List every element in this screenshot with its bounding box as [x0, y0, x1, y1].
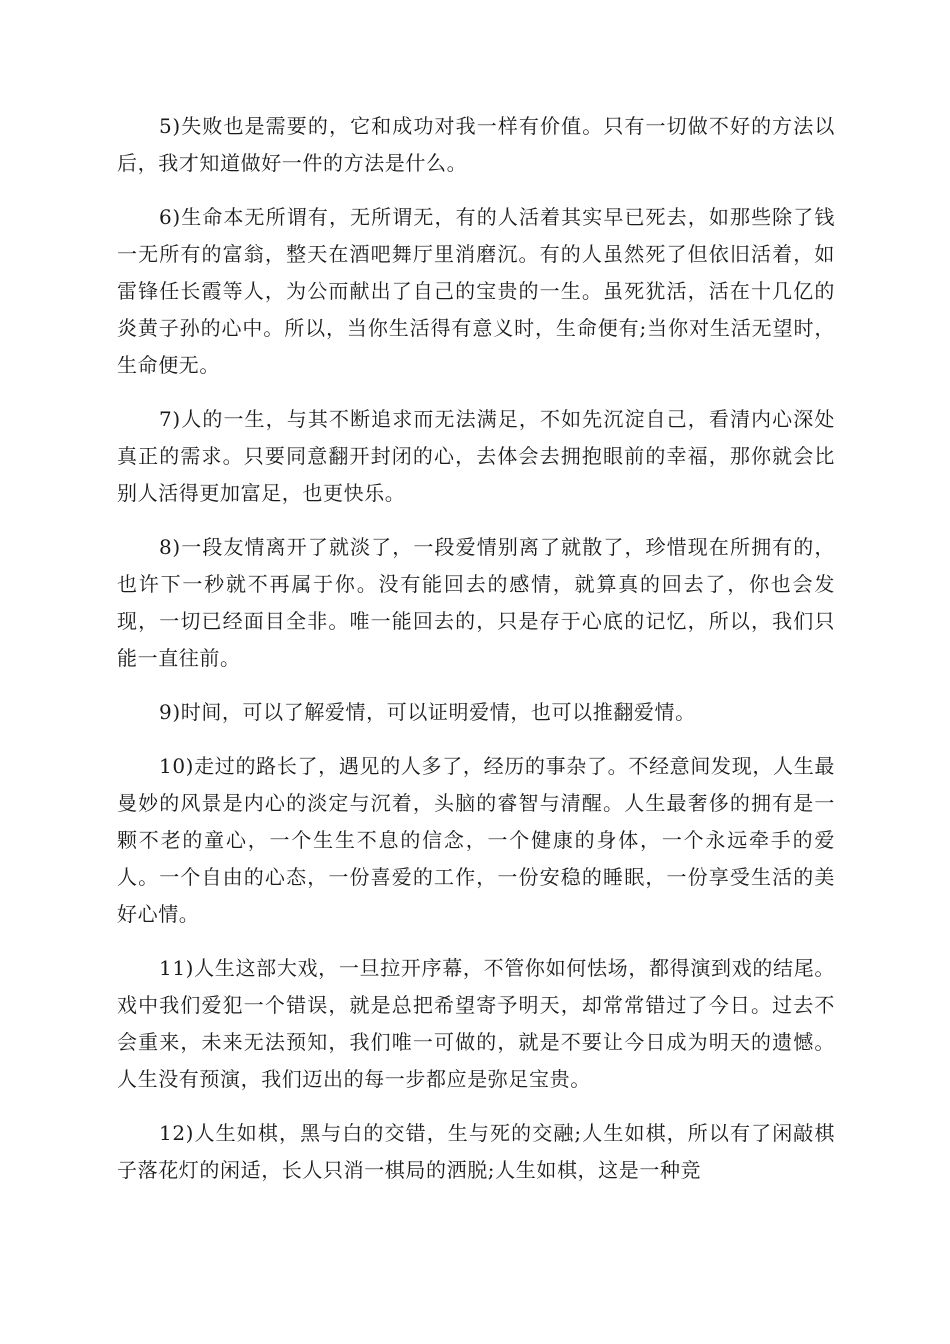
paragraph-8: 8)一段友情离开了就淡了，一段爱情别离了就散了，珍惜现在所拥有的，也许下一秒就不再属于你。没有能回去的感情，就算真的回去了，你也会发现，一切已经面目全非。唯一能回去的，只是存于心底的记忆，所以，我们只能一直往前。	[117, 535, 835, 670]
paragraph-12: 12)人生如棋，黑与白的交错，生与死的交融;人生如棋，所以有了闲敲棋子落花灯的闲适，长人只消一棋局的洒脱;人生如棋，这是一种竞	[117, 1121, 835, 1182]
paragraph-11: 11)人生这部大戏，一旦拉开序幕，不管你如何怯场，都得演到戏的结尾。戏中我们爱犯一个错误，就是总把希望寄予明天，却常常错过了今日。过去不会重来，未来无法预知，我们唯一可做的，就是不要让今日成为明天的遗憾。人生没有预演，我们迈出的每一步都应是弥足宝贵。	[117, 956, 835, 1091]
paragraph-9: 9)时间，可以了解爱情，可以证明爱情，也可以推翻爱情。	[159, 700, 696, 724]
paragraph-10: 10)走过的路长了，遇见的人多了，经历的事杂了。不经意间发现，人生最曼妙的风景是内心的淡定与沉着，头脑的睿智与清醒。人生最奢侈的拥有是一颗不老的童心，一个生生不息的信念，一个健康的身体，一个永远牵手的爱人。一个自由的心态，一份喜爱的工作，一份安稳的睡眠，一份享受生活的美好心情。	[117, 754, 835, 926]
paragraph-5: 5)失败也是需要的，它和成功对我一样有价值。只有一切做不好的方法以后，我才知道做好一件的方法是什么。	[117, 114, 835, 175]
paragraph-6: 6)生命本无所谓有，无所谓无，有的人活着其实早已死去，如那些除了钱一无所有的富翁，整天在酒吧舞厅里消磨沉。有的人虽然死了但依旧活着，如雷锋任长霞等人，为公而献出了自己的宝贵的一生。虽死犹活，活在十几亿的炎黄子孙的心中。所以，当你生活得有意义时，生命便有;当你对生活无望时，生命便无。	[117, 205, 835, 377]
paragraph-7: 7)人的一生，与其不断追求而无法满足，不如先沉淀自己，看清内心深处真正的需求。只要同意翻开封闭的心，去体会去拥抱眼前的幸福，那你就会比别人活得更加富足，也更快乐。	[117, 407, 835, 505]
document-body	[117, 108, 835, 1206]
